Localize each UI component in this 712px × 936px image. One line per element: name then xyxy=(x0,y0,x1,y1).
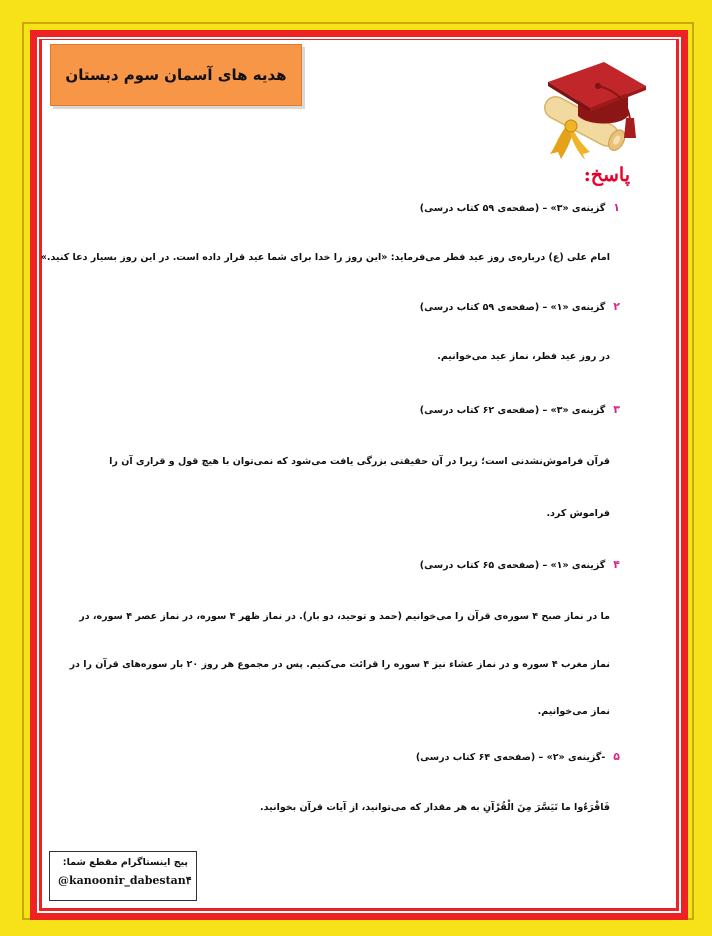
answer-item-number: ۳ xyxy=(613,403,620,416)
answer-explanation-line: در روز عید فطر، نماز عید می‌خوانیم. xyxy=(437,351,610,362)
answer-explanation-line: نماز می‌خوانیم. xyxy=(537,706,610,717)
answer-item-option: گزینه‌ی «۱» – (صفحه‌ی ۵۹ کتاب درسی) xyxy=(419,302,606,313)
answer-item-option: گزینه‌ی «۳» – (صفحه‌ی ۵۹ کتاب درسی) xyxy=(419,203,606,214)
answer-item-option: -گزینه‌ی «۲» – (صفحه‌ی ۶۴ کتاب درسی) xyxy=(415,752,606,763)
answer-item-header xyxy=(420,558,620,571)
answer-item-header xyxy=(420,300,620,313)
answer-explanation-line: نماز مغرب ۴ سوره و در نماز عشاء نیز ۴ سوره را قرائت می‌کنیم. پس در مجموع هر روز ۲۰ بار سوره‌های قرآن را در xyxy=(69,659,610,670)
answer-item-number: ۵ xyxy=(613,750,620,763)
answer-item-number: ۴ xyxy=(613,558,620,571)
answer-item-header xyxy=(416,750,620,763)
answer-heading: پاسخ: xyxy=(583,164,630,186)
instagram-handle: @kanoonir_dabestan۴ xyxy=(58,874,192,887)
answer-explanation-line: امام علی (ع) درباره‌ی روز عید فطر می‌فرماید: «این روز را خدا برای شما عید قرار داده است. در این روز بسیار دعا کنید.» xyxy=(40,252,610,263)
answer-item-option: گزینه‌ی «۳» – (صفحه‌ی ۶۲ کتاب درسی) xyxy=(419,405,606,416)
answer-explanation-line: قرآن فراموش‌نشدنی است؛ زیرا در آن حقیقتی بزرگی یافت می‌شود که نمی‌توان با هیچ قول و قراری آن را xyxy=(109,456,610,467)
answer-item-option: گزینه‌ی «۱» – (صفحه‌ی ۶۵ کتاب درسی) xyxy=(419,560,606,571)
answer-item-header xyxy=(420,201,620,214)
instagram-footer-title: پیج اینستاگرام مقطع شما: xyxy=(62,857,188,868)
answer-item-number: ۱ xyxy=(613,201,620,214)
answer-explanation-line: ما در نماز صبح ۴ سوره‌ی قرآن را می‌خوانیم (حمد و توحید، دو بار). در نماز ظهر ۴ سوره، در نماز عصر ۴ سوره، در xyxy=(79,611,610,622)
page-title: هدیه های آسمان سوم دبستان xyxy=(65,66,287,84)
answer-explanation-line: فَاقْرَءُوا ما تَیَسَّرَ مِنَ الْقُرْآنِ به هر مقدار که می‌توانید، از آیات قرآن بخوانید. xyxy=(260,802,610,813)
answer-item-header xyxy=(420,403,620,416)
instagram-footer-box xyxy=(49,851,197,901)
graduation-cap-diploma-icon xyxy=(528,46,648,166)
answer-item-number: ۲ xyxy=(613,300,620,313)
content-page xyxy=(42,40,676,908)
title-box xyxy=(50,44,302,106)
answer-explanation-line: فراموش کرد. xyxy=(546,508,610,519)
